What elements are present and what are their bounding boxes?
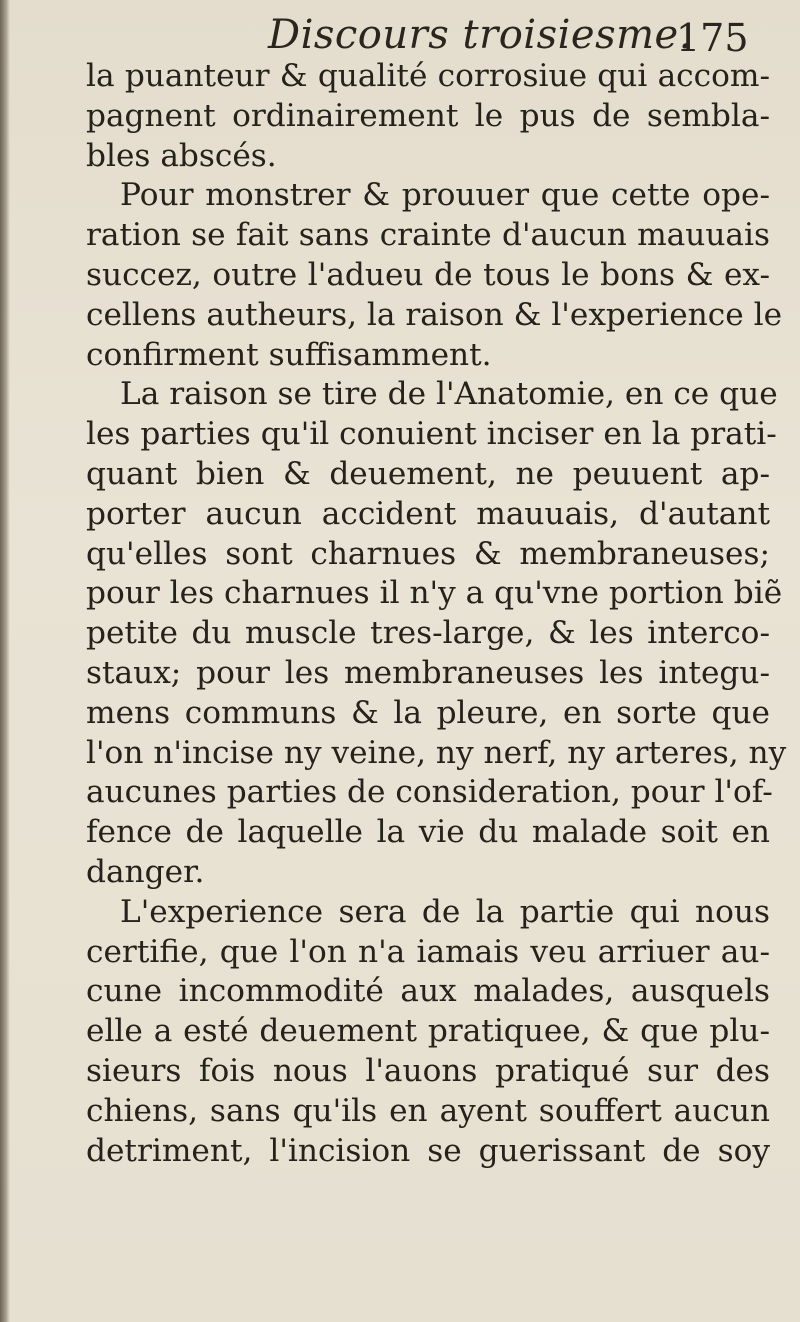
text-line: Pour monstrer & prouuer que cette ope-	[120, 177, 770, 214]
text-line: staux; pour les membraneuses les integu-	[86, 654, 770, 691]
text-line: succez, outre l'adueu de tous le bons & ex-	[86, 256, 770, 293]
text-line: quant bien & deuement, ne peuuent ap-	[86, 455, 770, 492]
text-line: la puanteur & qualité corrosiue qui accom-	[86, 58, 770, 94]
text-line: certifie, que l'on n'a iamais veu arriuer au-	[86, 933, 770, 970]
text-line: pagnent ordinairement le pus de sembla-	[86, 97, 770, 134]
text-line: fence de laquelle la vie du malade soit en	[86, 814, 770, 851]
text-line: les parties qu'il conuient inciser en la prati-	[86, 416, 777, 453]
running-title: Discours troisiesme.	[268, 12, 692, 58]
text-line: cellens autheurs, la raison & l'experience le	[86, 296, 783, 333]
text-line: elle a esté deuement pratiquee, & que plu-	[86, 1013, 770, 1050]
text-line: petite du muscle tres-large, & les interco-	[86, 615, 770, 652]
page-number: 175	[676, 16, 749, 60]
page-gutter	[0, 0, 10, 1322]
text-line: bles abscés.	[86, 137, 277, 174]
text-line: danger.	[86, 853, 205, 890]
text-line: L'experience sera de la partie qui nous	[120, 893, 770, 930]
text-line: pour les charnues il n'y a qu'vne portion biẽ	[86, 575, 783, 612]
text-line: cune incommodité aux malades, ausquels	[86, 973, 770, 1010]
text-line: l'on n'incise ny veine, ny nerf, ny arteres, ny	[86, 734, 787, 771]
text-line: chiens, sans qu'ils en ayent souffert aucun	[86, 1092, 770, 1129]
text-line: sieurs fois nous l'auons pratiqué sur des	[86, 1052, 770, 1089]
text-line: qu'elles sont charnues & membraneuses;	[86, 535, 770, 572]
text-line: mens communs & la pleure, en sorte que	[86, 694, 770, 731]
text-line: ration se fait sans crainte d'aucun mauuais	[86, 217, 770, 254]
text-line: aucunes parties de consideration, pour l'of-	[86, 774, 773, 811]
text-line: confirment suffisamment.	[86, 336, 492, 373]
text-line: La raison se tire de l'Anatomie, en ce que	[120, 376, 778, 413]
body-text	[86, 57, 787, 1171]
text-line: detriment, l'incision se guerissant de soy	[86, 1132, 770, 1169]
text-line: porter aucun accident mauuais, d'autant	[86, 495, 770, 532]
